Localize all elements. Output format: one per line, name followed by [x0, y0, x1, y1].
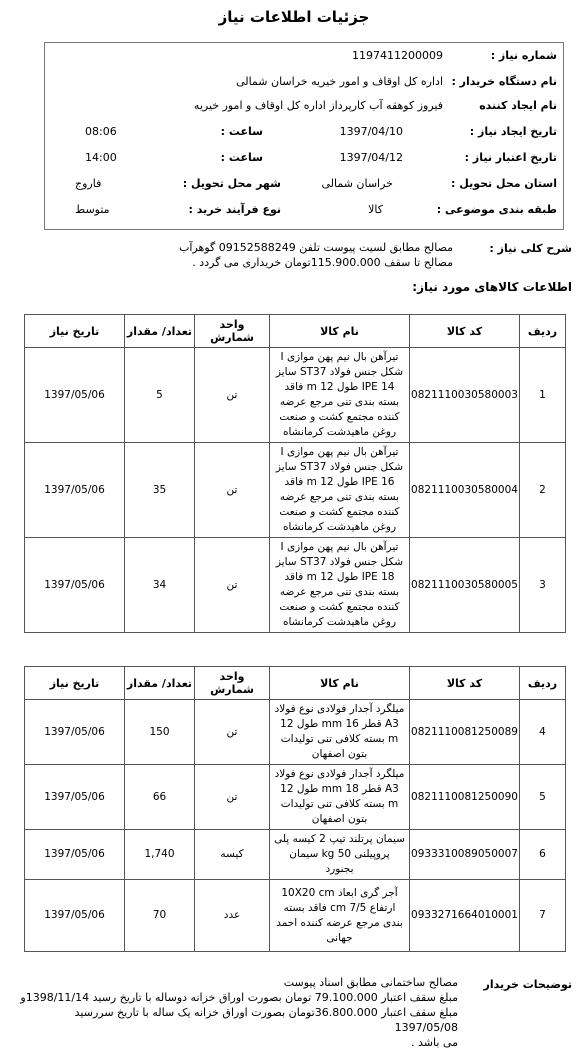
- header-code: کد کالا: [410, 667, 520, 700]
- buyer-notes-line-3: مبلغ سقف اعتبار 36.800.000تومان بصورت اوراق خزانه یک ساله با تاریخ سررسید 1397/05/08: [74, 1006, 458, 1034]
- cell-qty: 70: [125, 880, 195, 952]
- need-number-value: 1197411200009: [352, 49, 443, 62]
- created-time-label: ساعت :: [220, 125, 263, 138]
- goods-table-2: [24, 666, 566, 952]
- description-label: شرح کلی نیاز :: [489, 242, 572, 255]
- delivery-city-label: شهر محل تحویل :: [182, 177, 281, 190]
- delivery-city-value: فاروج: [75, 177, 102, 190]
- header-unit: واحد شمارش: [195, 315, 270, 348]
- cell-unit: تن: [195, 700, 270, 765]
- valid-time-label: ساعت :: [220, 151, 263, 164]
- cell-qty: 150: [125, 700, 195, 765]
- cell-unit: تن: [195, 443, 270, 538]
- category-row: [45, 203, 563, 229]
- cell-qty: 5: [125, 348, 195, 443]
- cell-row-number: 1: [520, 348, 566, 443]
- cell-row-number: 7: [520, 880, 566, 952]
- cell-qty: 1,740: [125, 830, 195, 880]
- cell-code: 0821110030580003: [410, 348, 520, 443]
- buyer-org-row: [45, 75, 563, 101]
- delivery-province-label: استان محل تحویل :: [451, 177, 557, 190]
- header-date: تاریخ نیاز: [25, 315, 125, 348]
- goods-section-title: اطلاعات کالاهای مورد نیاز:: [412, 280, 572, 294]
- table-row: [25, 348, 566, 443]
- cell-name: تیرآهن بال نیم پهن موازی I شکل جنس فولاد ST37 سایز IPE 14 طول 12 m فاقد بسته بندی تنی مرجع عرضه کننده مجتمع کشت و صنعت روغن ماهیدشت کرمانشاه: [270, 348, 410, 443]
- description-text: [123, 240, 453, 270]
- cell-qty: 35: [125, 443, 195, 538]
- creator-value: فیروز کوهقه آب کارپرداز اداره کل اوقاف و امور خیریه: [193, 99, 443, 112]
- need-number-label: شماره نیاز :: [490, 49, 557, 62]
- cell-date: 1397/05/06: [25, 830, 125, 880]
- table-header-row: [25, 667, 566, 700]
- creator-row: [45, 99, 563, 125]
- cell-code: 0821110081250089: [410, 700, 520, 765]
- header-row-number: ردیف: [520, 315, 566, 348]
- need-number-row: [45, 49, 563, 75]
- cell-code: 0821110030580005: [410, 538, 520, 633]
- delivery-province-value: خراسان شمالی: [321, 177, 393, 190]
- table-row: [25, 765, 566, 830]
- cell-unit: تن: [195, 348, 270, 443]
- description-line-1: مصالح مطابق لسیت پیوست تلفن 09152588249 گوهرآب: [179, 241, 453, 254]
- valid-date-label: تاریخ اعتبار نیاز :: [464, 151, 557, 164]
- table-row: [25, 538, 566, 633]
- header-qty: تعداد/ مقدار: [125, 315, 195, 348]
- cell-code: 0933310089050007: [410, 830, 520, 880]
- buyer-notes-line-1: مصالح ساختمانی مطابق اسناد پیوست: [283, 976, 458, 989]
- cell-unit: تن: [195, 765, 270, 830]
- cell-date: 1397/05/06: [25, 765, 125, 830]
- cell-qty: 34: [125, 538, 195, 633]
- table-header-row: [25, 315, 566, 348]
- cell-row-number: 4: [520, 700, 566, 765]
- cell-date: 1397/05/06: [25, 700, 125, 765]
- header-name: نام کالا: [270, 667, 410, 700]
- cell-name: تیرآهن بال نیم پهن موازی I شکل جنس فولاد ST37 سایز IPE 18 طول 12 m فاقد بسته بندی تنی مرجع عرضه کننده مجتمع کشت و صنعت روغن ماهیدشت کرمانشاه: [270, 538, 410, 633]
- buyer-org-value: اداره کل اوقاف و امور خیریه خراسان شمالی: [236, 75, 443, 88]
- buyer-org-label: نام دستگاه خریدار :: [451, 75, 557, 88]
- header-code: کد کالا: [410, 315, 520, 348]
- created-date-label: تاریخ ایجاد نیاز :: [469, 125, 557, 138]
- process-value: متوسط: [75, 203, 110, 216]
- page-title: جزئیات اطلاعات نیاز: [218, 8, 370, 26]
- cell-name: میلگرد آجدار فولادی نوع فولاد A3 قطر 16 mm طول 12 m بسته کلافی تنی تولیدات بتون اصفهان: [270, 700, 410, 765]
- cell-date: 1397/05/06: [25, 880, 125, 952]
- delivery-row: [45, 177, 563, 203]
- category-value: کالا: [368, 203, 383, 216]
- valid-date-row: [45, 151, 563, 177]
- cell-row-number: 5: [520, 765, 566, 830]
- created-time-value: 08:06: [85, 125, 117, 138]
- cell-code: 0933271664010001: [410, 880, 520, 952]
- header-date: تاریخ نیاز: [25, 667, 125, 700]
- description-line-2: مصالح تا سقف 115.900.000تومان خریداری می گردد .: [192, 256, 453, 269]
- creator-label: نام ایجاد کننده: [479, 99, 557, 112]
- cell-qty: 66: [125, 765, 195, 830]
- cell-row-number: 2: [520, 443, 566, 538]
- buyer-notes-line-2: مبلغ سقف اعتبار 79.100.000 تومان بصورت اوراق خزانه دوساله با تاریخ رسید 1398/11/14و: [20, 991, 458, 1004]
- header-row-number: ردیف: [520, 667, 566, 700]
- category-label: طبقه بندی موضوعی :: [436, 203, 557, 216]
- cell-unit: تن: [195, 538, 270, 633]
- goods-table-1: [24, 314, 566, 633]
- buyer-notes-text: [18, 975, 458, 1050]
- cell-name: تیرآهن بال نیم پهن موازی I شکل جنس فولاد ST37 سایز IPE 16 طول 12 m فاقد بسته بندی تنی مرجع عرضه کننده مجتمع کشت و صنعت روغن ماهیدشت کرمانشاه: [270, 443, 410, 538]
- cell-date: 1397/05/06: [25, 348, 125, 443]
- table-row: [25, 443, 566, 538]
- valid-time-value: 14:00: [85, 151, 117, 164]
- buyer-notes-label: توضیحات خریدار: [483, 978, 572, 991]
- valid-date-value: 1397/04/12: [339, 151, 403, 164]
- cell-row-number: 3: [520, 538, 566, 633]
- header-unit: واحد شمارش: [195, 667, 270, 700]
- cell-unit: کیسه: [195, 830, 270, 880]
- cell-row-number: 6: [520, 830, 566, 880]
- header-name: نام کالا: [270, 315, 410, 348]
- created-date-row: [45, 125, 563, 151]
- cell-date: 1397/05/06: [25, 538, 125, 633]
- cell-name: سیمان پرتلند تیپ 2 کیسه پلی پروپیلنی 50 kg سیمان بجنورد: [270, 830, 410, 880]
- cell-unit: عدد: [195, 880, 270, 952]
- cell-name: میلگرد آجدار فولادی نوع فولاد A3 قطر 18 mm طول 12 m بسته کلافی تنی تولیدات بتون اصفهان: [270, 765, 410, 830]
- cell-name: آجر گری ابعاد 10X20 cm ارتفاع 7/5 cm فاقد بسته بندی مرجع عرضه کننده احمد جهانی: [270, 880, 410, 952]
- created-date-value: 1397/04/10: [339, 125, 403, 138]
- cell-date: 1397/05/06: [25, 443, 125, 538]
- header-qty: تعداد/ مقدار: [125, 667, 195, 700]
- cell-code: 0821110081250090: [410, 765, 520, 830]
- cell-code: 0821110030580004: [410, 443, 520, 538]
- process-label: نوع فرآیند خرید :: [188, 203, 281, 216]
- buyer-notes-line-4: می باشد .: [411, 1036, 458, 1049]
- table-row: [25, 700, 566, 765]
- table-row: [25, 880, 566, 952]
- need-info-panel: [44, 42, 564, 230]
- table-row: [25, 830, 566, 880]
